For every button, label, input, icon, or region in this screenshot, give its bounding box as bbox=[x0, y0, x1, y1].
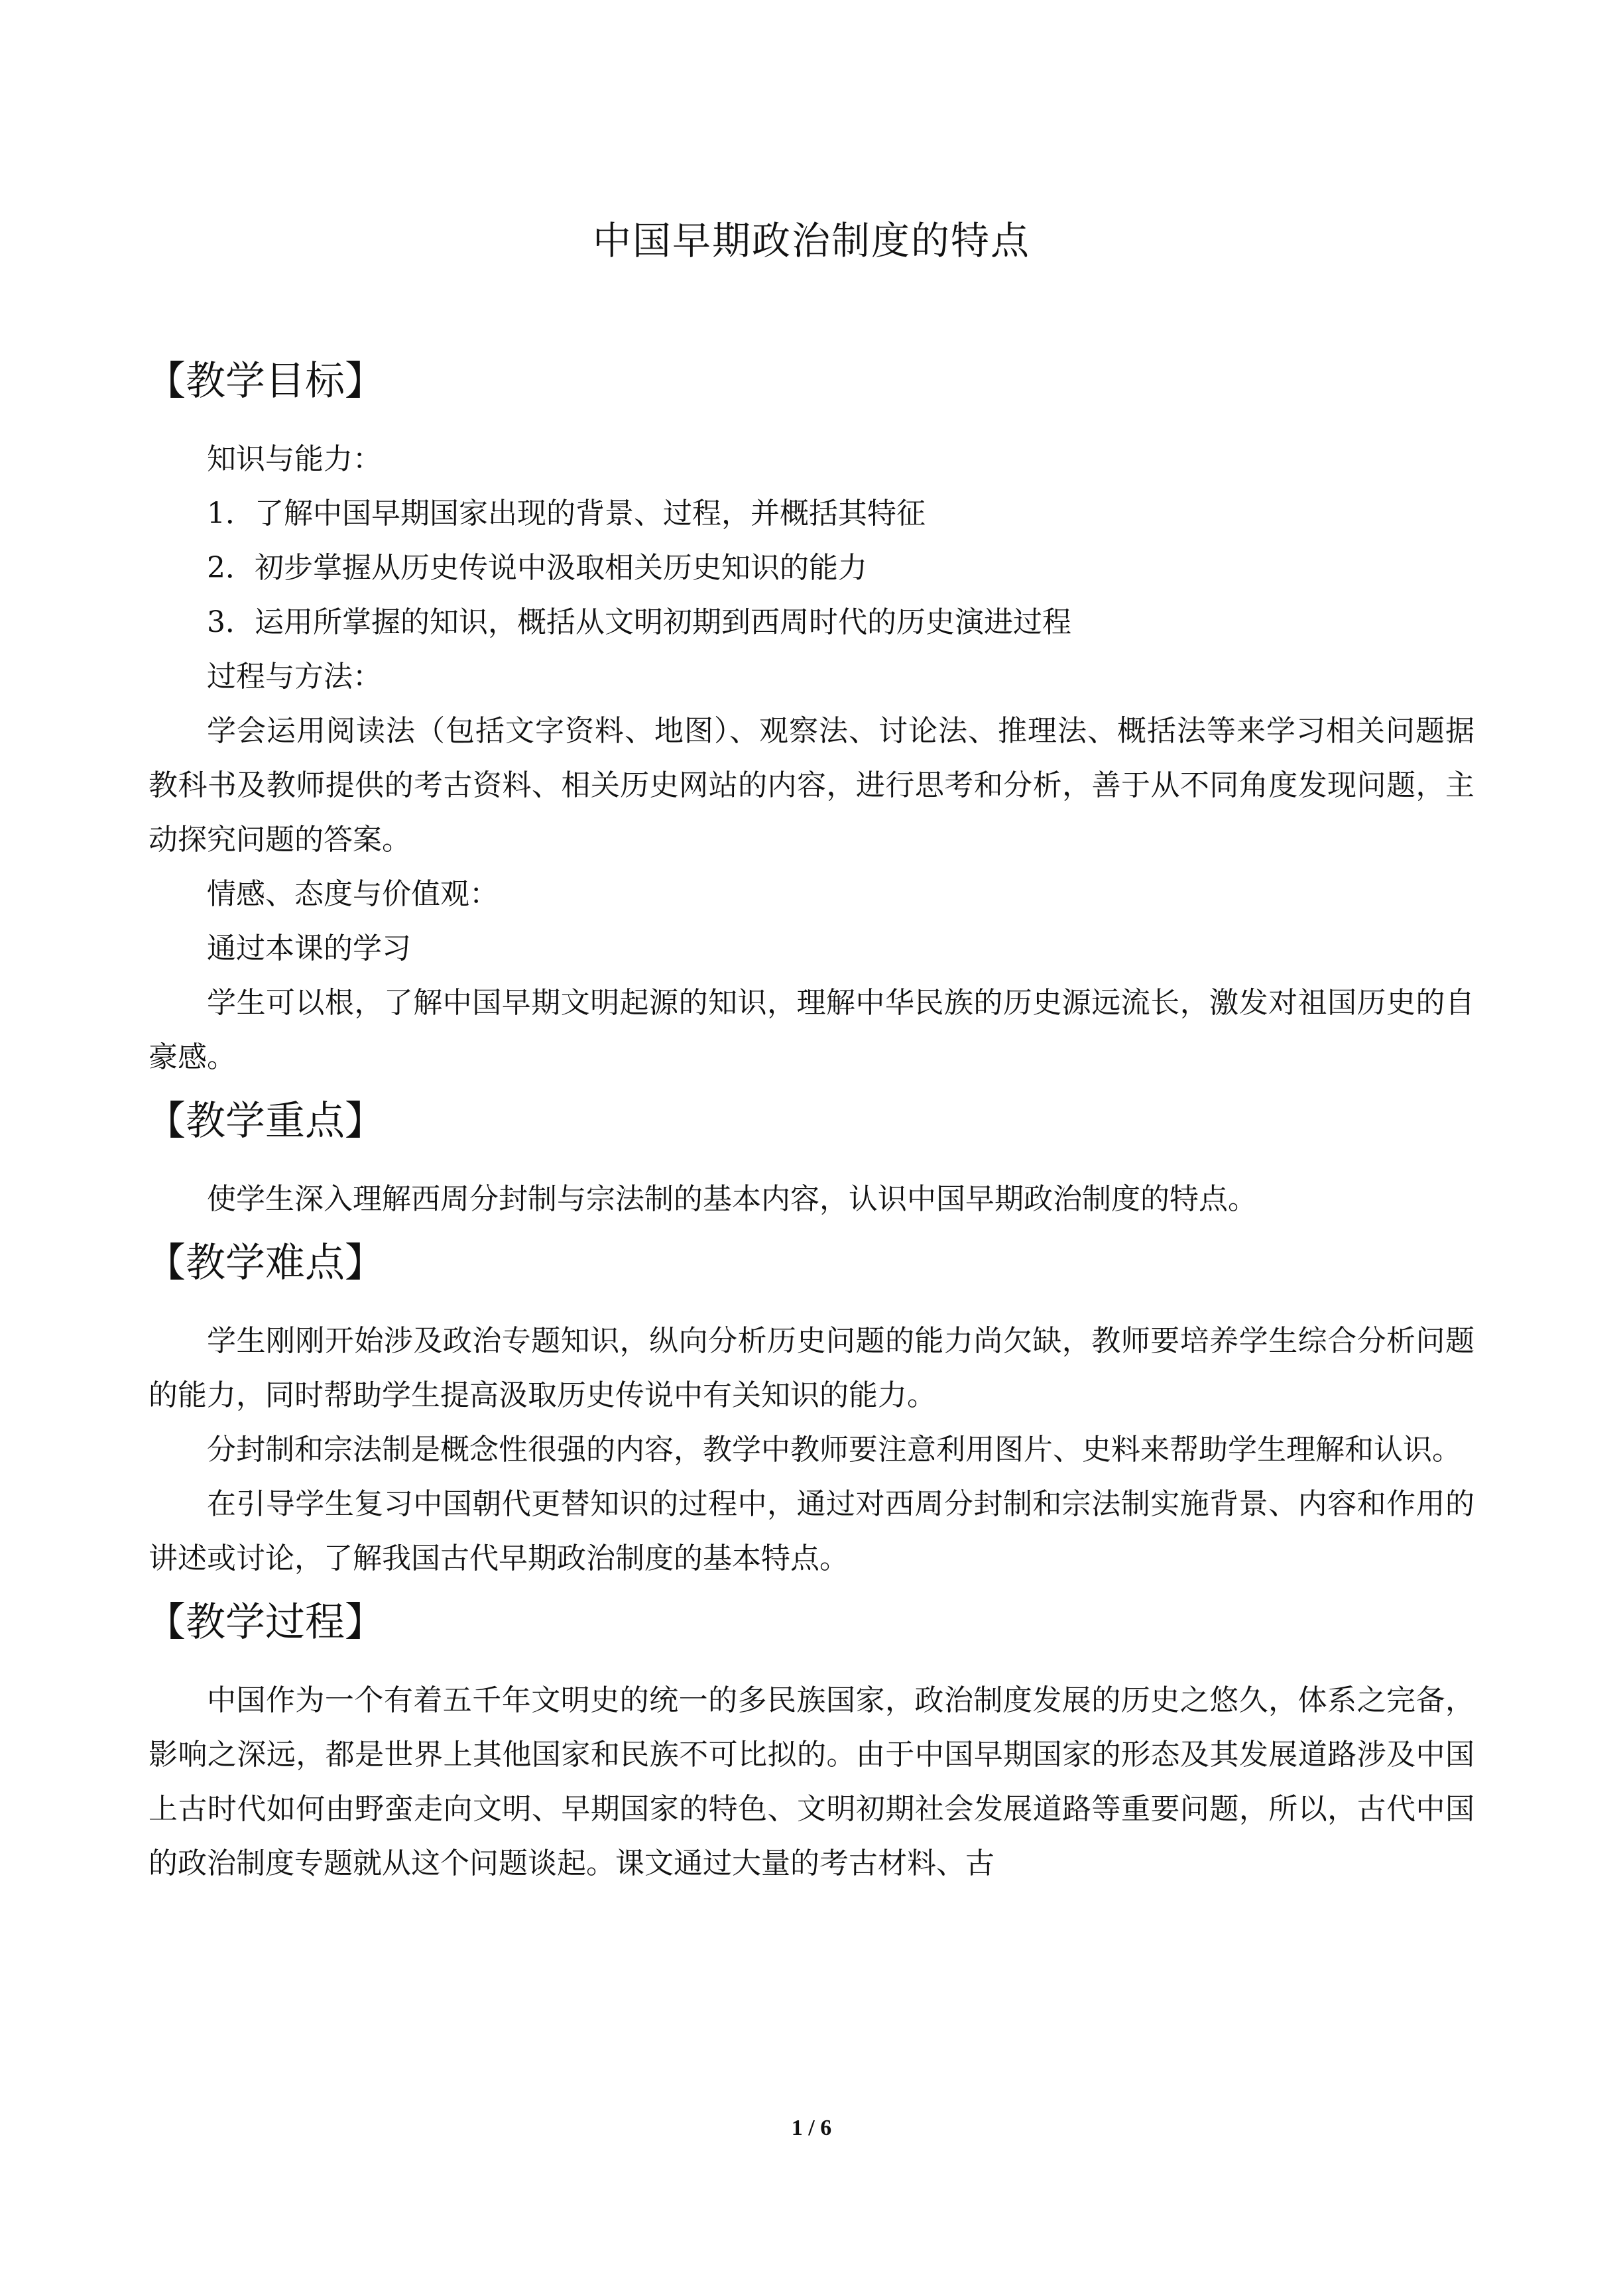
section-heading-objectives: 【教学目标】 bbox=[146, 358, 385, 404]
section-heading-key-points: 【教学重点】 bbox=[146, 1098, 385, 1144]
document-body bbox=[146, 345, 1474, 1891]
document-title: 中国早期政治制度的特点 bbox=[592, 218, 1030, 263]
paragraph-knowledge-label: 知识与能力： bbox=[207, 442, 382, 476]
paragraph-values-label: 情感、态度与价值观： bbox=[207, 877, 499, 911]
page-number: 1 / 6 bbox=[791, 2116, 832, 2140]
paragraph-objective-1: 1．了解中国早期国家出现的背景、过程，并概括其特征 bbox=[207, 497, 926, 530]
paragraph-method-label: 过程与方法： bbox=[207, 660, 382, 694]
paragraph-difficulty-1: 学生刚刚开始涉及政治专题知识，纵向分析历史问题的能力尚欠缺，教师要培养学生综合分析问题的能力，同时帮助学生提高汲取历史传说中有关知识的能力。 bbox=[149, 1324, 1474, 1412]
paragraph-difficulty-3: 在引导学生复习中国朝代更替知识的过程中，通过对西周分封制和宗法制实施背景、内容和作用的讲述或讨论，了解我国古代早期政治制度的基本特点。 bbox=[149, 1487, 1474, 1575]
spacer bbox=[149, 1299, 1474, 1314]
paragraph-values-text: 学生可以根，了解中国早期文明起源的知识，理解中华民族的历史源远流长，激发对祖国历史的自豪感。 bbox=[149, 986, 1474, 1074]
paragraph-difficulty-2: 分封制和宗法制是概念性很强的内容，教学中教师要注意利用图片、史料来帮助学生理解和认识。 bbox=[207, 1433, 1461, 1467]
spacer bbox=[149, 1659, 1474, 1673]
section-heading-process: 【教学过程】 bbox=[146, 1599, 385, 1646]
paragraph-method-text: 学会运用阅读法（包括文字资料、地图）、观察法、讨论法、推理法、概括法等来学习相关问题据教科书及教师提供的考古资料、相关历史网站的内容，进行思考和分析，善于从不同角度发现问题，主动探究问题的答案。 bbox=[149, 714, 1474, 857]
spacer bbox=[149, 1158, 1474, 1172]
paragraph-key-points: 使学生深入理解西周分封制与宗法制的基本内容，认识中国早期政治制度的特点。 bbox=[207, 1182, 1257, 1216]
paragraph-objective-3: 3．运用所掌握的知识，概括从文明初期到西周时代的历史演进过程 bbox=[207, 605, 1071, 639]
paragraph-objective-2: 2．初步掌握从历史传说中汲取相关历史知识的能力 bbox=[207, 551, 867, 585]
section-heading-difficulties: 【教学难点】 bbox=[146, 1240, 385, 1286]
paragraph-process-1: 中国作为一个有着五千年文明史的统一的多民族国家，政治制度发展的历史之悠久，体系之完备，影响之深远，都是世界上其他国家和民族不可比拟的。由于中国早期国家的形态及其发展道路涉及中国上古时代如何由野蛮走向文明、早期国家的特色、文明初期社会发展道路等重要问题，所以，古代中国的政治制度专题就从这个问题谈起。课文通过大量的考古材料、古 bbox=[149, 1683, 1474, 1880]
spacer bbox=[149, 418, 1474, 432]
paragraph-values-intro: 通过本课的学习 bbox=[207, 932, 411, 965]
